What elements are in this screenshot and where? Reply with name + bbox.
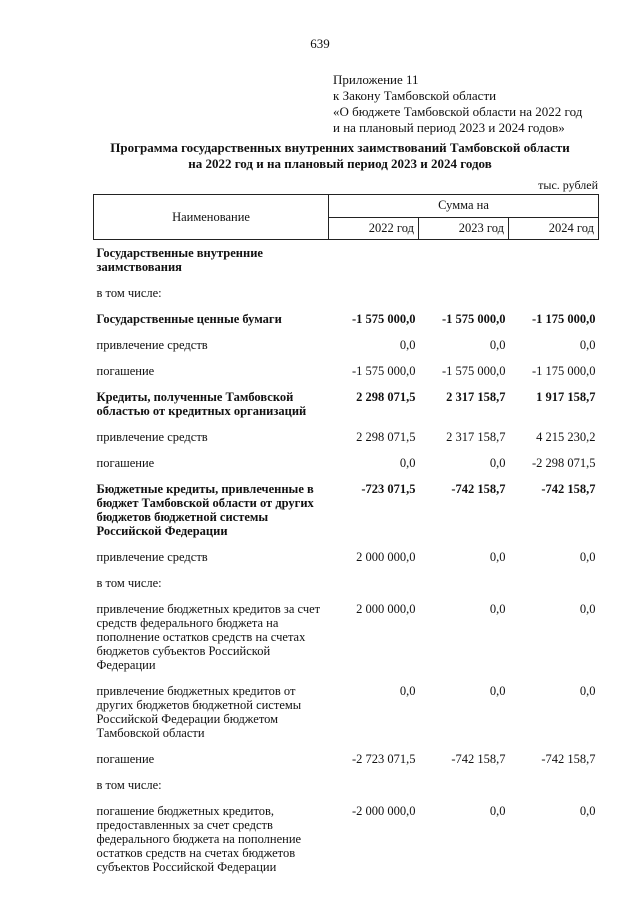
row-value-v2 <box>419 240 509 281</box>
row-value-v2: 0,0 <box>489 804 506 818</box>
table-row <box>94 678 599 746</box>
appendix-line: «О бюджете Тамбовской области на 2022 год <box>333 104 583 119</box>
row-name: в том числе: <box>96 576 162 590</box>
row-value-v1: 0,0 <box>399 456 416 470</box>
row-value-v1: 0,0 <box>399 684 416 698</box>
table-row <box>94 450 599 476</box>
row-value-v3 <box>509 570 599 596</box>
table-row <box>94 746 599 772</box>
appendix-line: Приложение 11 <box>333 72 419 87</box>
row-value-v3: 0,0 <box>579 338 596 352</box>
table-row <box>94 798 599 880</box>
row-name: погашение <box>96 752 155 766</box>
row-value-v2 <box>419 772 509 798</box>
row-value-v3: 0,0 <box>579 684 596 698</box>
row-name: в том числе: <box>96 778 162 792</box>
row-value-v3: 0,0 <box>579 602 596 616</box>
row-name: погашение <box>96 456 155 470</box>
table-row <box>94 332 599 358</box>
row-name: Бюджетные кредиты, привлеченные в бюджет Тамбовской области от других бюджетов бюджетной системы Российской Федерации <box>96 482 314 538</box>
title-line: Программа государственных внутренних заимствований Тамбовской области <box>110 140 570 155</box>
table-row <box>94 358 599 384</box>
row-value-v1: -1 575 000,0 <box>351 312 416 326</box>
row-value-v2 <box>419 280 509 306</box>
row-value-v2: -1 575 000,0 <box>441 364 506 378</box>
title-line: на 2022 год и на плановый период 2023 и 2024 годов <box>188 156 492 171</box>
row-value-v3: 0,0 <box>579 550 596 564</box>
table-row <box>94 424 599 450</box>
row-name: погашение <box>96 364 155 378</box>
row-value-v3: -1 175 000,0 <box>531 312 596 326</box>
row-value-v3: -742 158,7 <box>541 482 596 496</box>
row-value-v2: -742 158,7 <box>451 752 506 766</box>
row-value-v1: 0,0 <box>399 338 416 352</box>
row-value-v2 <box>419 570 509 596</box>
column-header-sum: Сумма на <box>329 195 599 218</box>
row-value-v1: -2 723 071,5 <box>351 752 416 766</box>
row-value-v1: -723 071,5 <box>361 482 416 496</box>
appendix-line: и на плановый период 2023 и 2024 годов» <box>333 120 565 135</box>
row-value-v3: -2 298 071,5 <box>531 456 596 470</box>
table-row <box>94 240 599 281</box>
document-title <box>60 140 620 172</box>
table-row <box>94 544 599 570</box>
row-value-v3: -742 158,7 <box>541 752 596 766</box>
row-value-v2: 0,0 <box>489 602 506 616</box>
table-row <box>94 772 599 798</box>
row-value-v1: -1 575 000,0 <box>351 364 416 378</box>
table-row <box>94 476 599 544</box>
row-value-v1 <box>329 772 419 798</box>
row-value-v1: 2 000 000,0 <box>356 602 416 616</box>
row-value-v1 <box>329 280 419 306</box>
appendix-note <box>333 72 582 136</box>
row-value-v2: -742 158,7 <box>451 482 506 496</box>
row-value-v2: 0,0 <box>489 684 506 698</box>
row-name: погашение бюджетных кредитов, предоставленных за счет средств федерального бюджета на пополнение остатков средств на счетах бюджетов субъектов Российской Федерации <box>96 804 302 874</box>
row-value-v2: 2 317 158,7 <box>446 390 506 404</box>
row-name: в том числе: <box>96 286 162 300</box>
row-value-v2: 2 317 158,7 <box>446 430 506 444</box>
row-name: привлечение средств <box>96 550 208 564</box>
row-value-v1: -2 000 000,0 <box>351 804 416 818</box>
borrowing-program-table <box>93 194 599 880</box>
column-header-year: 2024 год <box>509 217 599 240</box>
table-row <box>94 596 599 678</box>
row-value-v3: 0,0 <box>579 804 596 818</box>
table-row <box>94 306 599 332</box>
row-value-v1: 2 000 000,0 <box>356 550 416 564</box>
row-value-v2: 0,0 <box>489 338 506 352</box>
row-name: Государственные внутренние заимствования <box>96 246 263 274</box>
row-value-v2: 0,0 <box>489 456 506 470</box>
row-value-v3 <box>509 772 599 798</box>
row-value-v3 <box>509 280 599 306</box>
row-name: привлечение бюджетных кредитов за счет средств федерального бюджета на пополнение остатков средств на счетах бюджетов субъектов Российской Федерации <box>96 602 321 672</box>
row-value-v1: 2 298 071,5 <box>356 390 416 404</box>
row-value-v3: -1 175 000,0 <box>531 364 596 378</box>
row-value-v3: 4 215 230,2 <box>536 430 596 444</box>
appendix-line: к Закону Тамбовской области <box>333 88 497 103</box>
row-value-v1 <box>329 570 419 596</box>
column-header-name: Наименование <box>94 195 329 240</box>
units-label: тыс. рублей <box>538 178 598 192</box>
table-row <box>94 570 599 596</box>
row-value-v3: 1 917 158,7 <box>536 390 596 404</box>
row-name: привлечение средств <box>96 430 208 444</box>
column-header-year: 2022 год <box>329 217 419 240</box>
row-value-v2: 0,0 <box>489 550 506 564</box>
row-value-v2: -1 575 000,0 <box>441 312 506 326</box>
page-number: 639 <box>310 36 330 51</box>
row-name: Государственные ценные бумаги <box>96 312 282 326</box>
row-name: Кредиты, полученные Тамбовской областью от кредитных организаций <box>96 390 307 418</box>
row-value-v1: 2 298 071,5 <box>356 430 416 444</box>
row-value-v1 <box>329 240 419 281</box>
column-header-year: 2023 год <box>419 217 509 240</box>
row-name: привлечение средств <box>96 338 208 352</box>
table-row <box>94 280 599 306</box>
table-body <box>94 240 599 881</box>
row-name: привлечение бюджетных кредитов от других бюджетов бюджетной системы Российской Федерации бюджетом Тамбовской области <box>96 684 302 740</box>
table-row <box>94 384 599 424</box>
row-value-v3 <box>509 240 599 281</box>
